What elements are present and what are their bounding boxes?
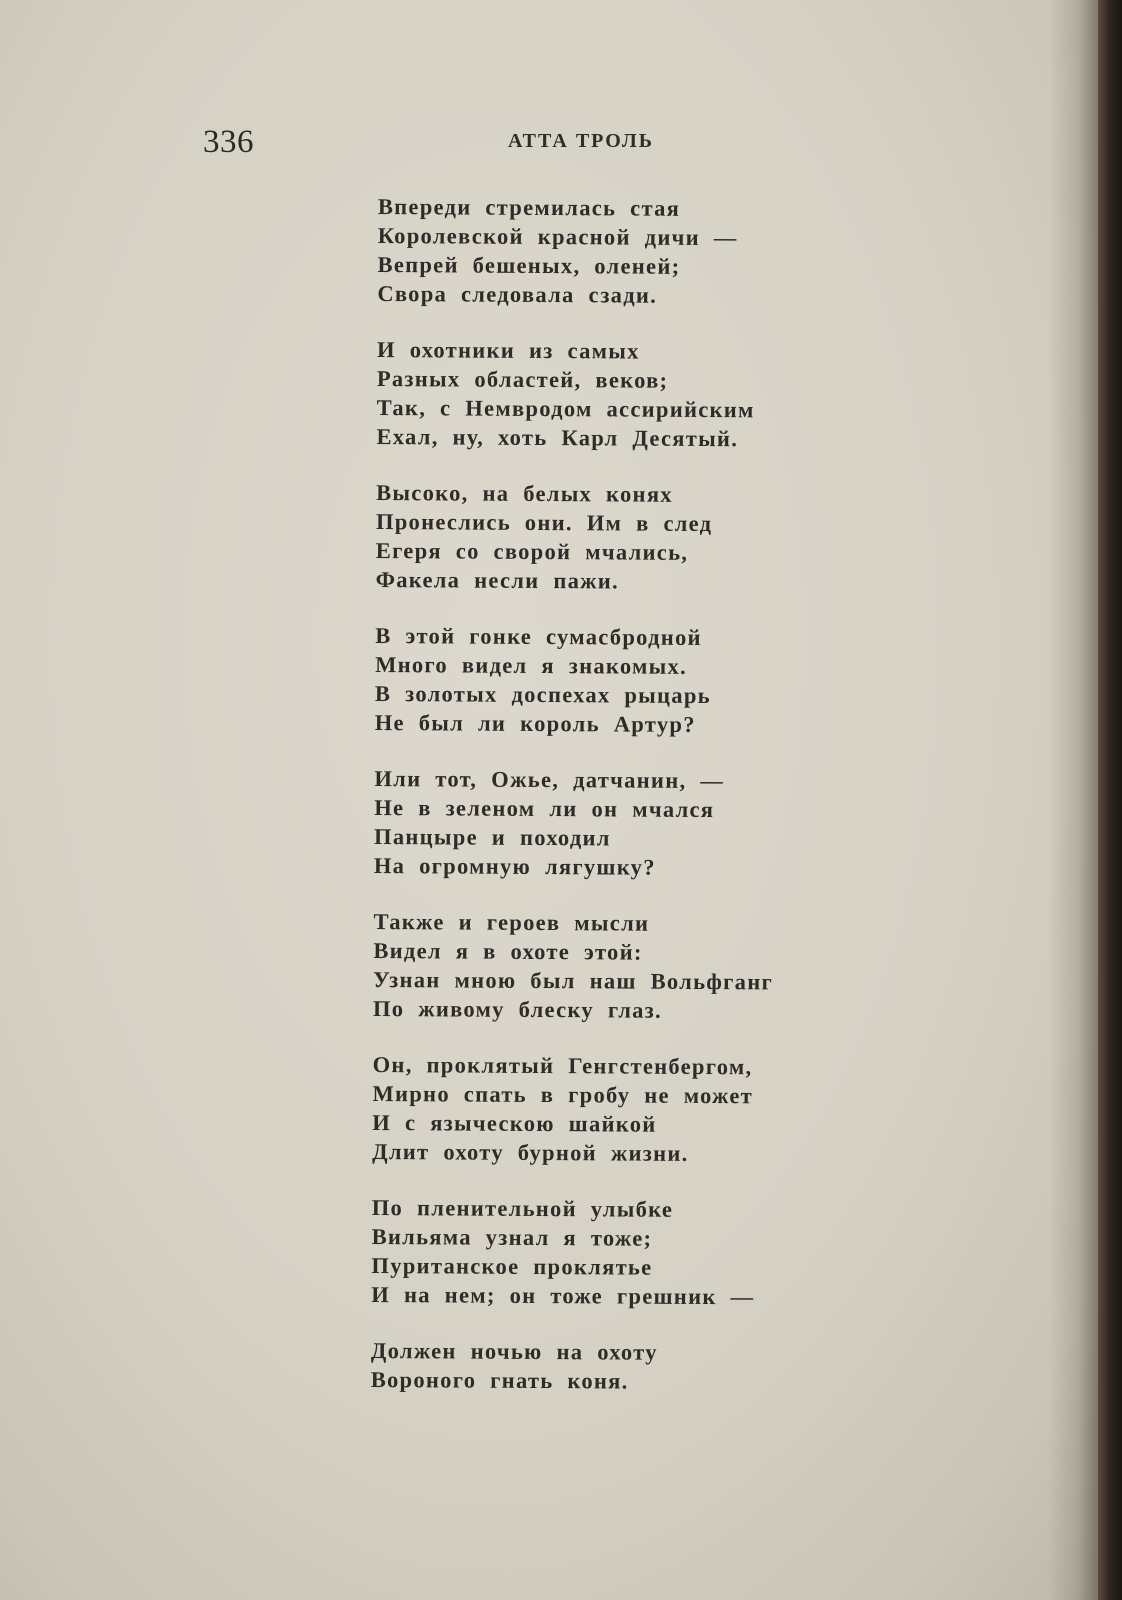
poem-line: Панцыре и походил (373, 823, 611, 851)
stanza-9 (371, 1336, 891, 1397)
poem-line: Видел я в охоте этой: (373, 937, 643, 965)
poem-line: Он, проклятый Генгстенбергом, (372, 1051, 753, 1080)
poem-line: Егеря со сворой мчались, (375, 537, 689, 565)
poem-line: Пуританское проклятье (371, 1252, 653, 1280)
poem-line: Не был ли король Артур? (374, 709, 696, 737)
poem-line: Королевской красной дичи — (377, 222, 738, 251)
poem-line: Пронеслись они. Им в след (375, 508, 713, 537)
poem-line: По живому блеску глаз. (372, 995, 663, 1023)
poem-line: Вороного гнать коня. (370, 1366, 629, 1394)
poem-line: Длит охоту бурной жизни. (372, 1138, 689, 1166)
stanza-8 (371, 1193, 892, 1312)
poem-line: Узнан мною был наш Вольфганг (373, 966, 774, 995)
stanza-6 (373, 907, 894, 1026)
page-number: 336 (203, 124, 254, 160)
poem-line: Не в зеленом ли он мчался (374, 794, 715, 823)
poem-line: И на нем; он тоже грешник — (371, 1281, 755, 1310)
running-title: АТТА ТРОЛЬ (508, 130, 654, 152)
poem-body (370, 192, 897, 1424)
stanza-2 (376, 335, 897, 454)
stanza-4 (375, 621, 896, 740)
book-spine-edge (1098, 0, 1122, 1600)
poem-line: Впереди стремилась стая (377, 193, 681, 221)
poem-line: Также и героев мысли (373, 908, 650, 936)
poem-line: Мирно спать в гробу не может (372, 1080, 754, 1109)
poem-line: По пленительной улыбке (371, 1194, 674, 1222)
poem-line: Вильяма узнал я тоже; (371, 1223, 653, 1251)
poem-line: Так, с Немвродом ассирийским (376, 394, 755, 423)
stanza-5 (374, 764, 895, 883)
poem-line: Должен ночью на охоту (370, 1337, 658, 1365)
page-gutter-shadow (1048, 0, 1098, 1600)
poem-line: Или тот, Ожье, датчанин, — (374, 765, 725, 794)
poem-line: В золотых доспехах рыцарь (374, 680, 711, 709)
poem-line: Факела несли пажи. (375, 566, 620, 594)
poem-line: Свора следовала сзади. (377, 280, 658, 308)
poem-line: И охотники из самых (376, 336, 640, 364)
poem-line: Высоко, на белых конях (376, 479, 673, 507)
stanza-7 (372, 1050, 893, 1169)
poem-line: В этой гонке сумасбродной (375, 622, 702, 650)
poem-line: Ехал, ну, хоть Карл Десятый. (376, 423, 739, 452)
poem-line: Много видел я знакомых. (375, 651, 688, 679)
poem-line: Вепрей бешеных, оленей; (377, 251, 681, 279)
poem-line: Разных областей, веков; (376, 365, 669, 393)
poem-line: И с языческою шайкой (372, 1109, 657, 1137)
stanza-1 (377, 192, 898, 311)
poem-line: На огромную лягушку? (373, 852, 656, 880)
stanza-3 (376, 478, 897, 597)
